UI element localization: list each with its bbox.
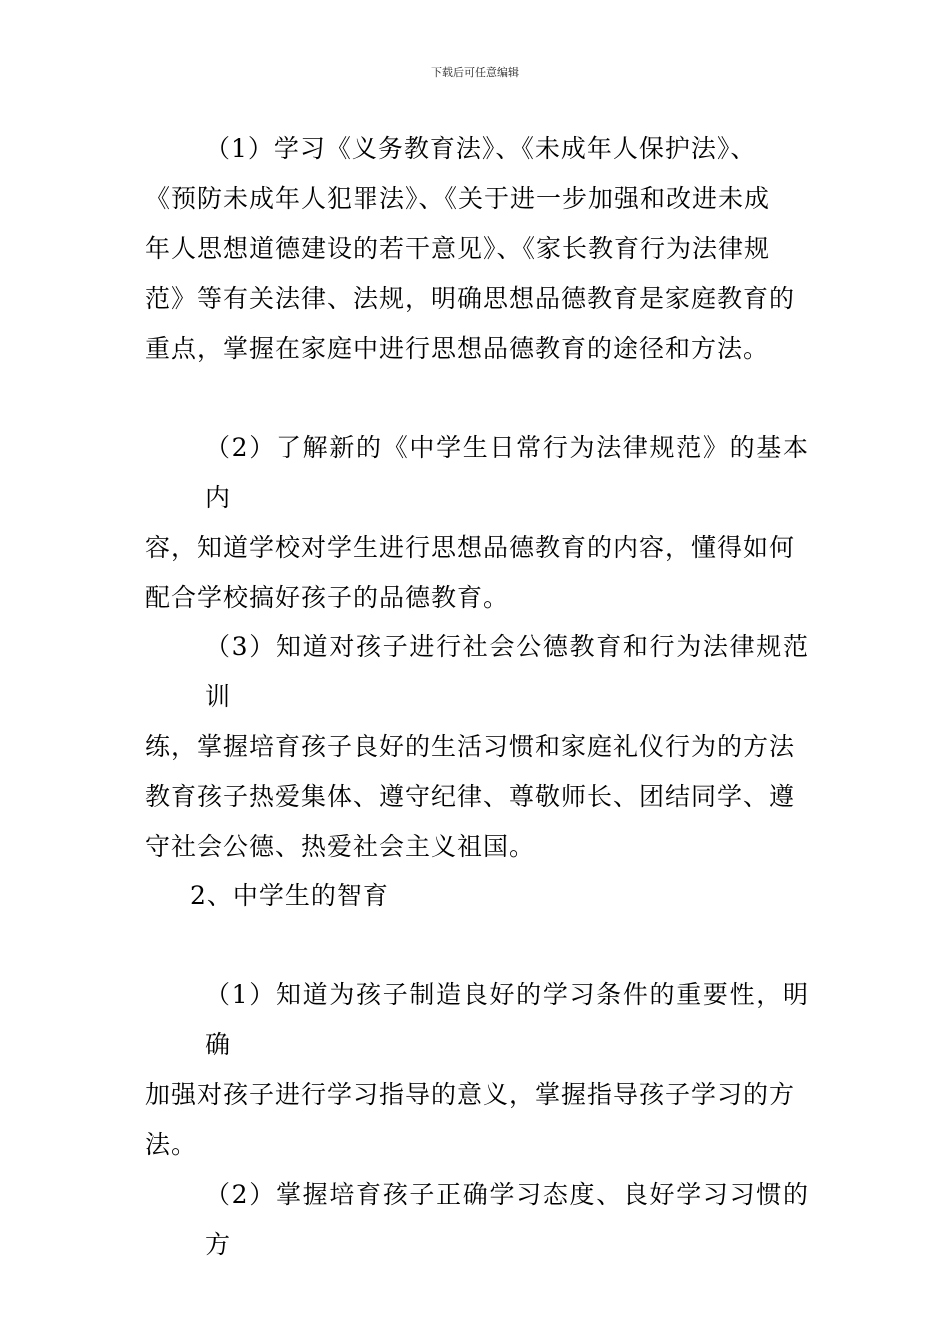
paragraph-4: [145, 970, 809, 1170]
section-heading: 2、中学生的智育: [190, 881, 389, 910]
text-line: 练，掌握培育孩子良好的生活习惯和家庭礼仪行为的方法: [145, 732, 796, 761]
paragraph-3: [145, 622, 809, 872]
paragraph-5: [145, 1170, 809, 1270]
text-line: 教育孩子热爱集体、遵守纪律、尊敬师长、团结同学、遵: [145, 782, 796, 811]
text-line: 加强对孩子进行学习指导的意义，掌握指导孩子学习的方: [145, 1080, 796, 1109]
text-line: 配合学校搞好孩子的品德教育。: [145, 583, 510, 612]
text-line: （3）知道对孩子进行社会公德教育和行为法律规范训: [205, 632, 809, 711]
text-line: 容，知道学校对学生进行思想品德教育的内容，懂得如何: [145, 533, 796, 562]
text-line: （1）学习《义务教育法》、《未成年人保护法》、: [205, 134, 757, 163]
text-line: （2）掌握培育孩子正确学习态度、良好学习习惯的方: [205, 1180, 809, 1259]
page-header: 下载后可任意编辑: [431, 66, 519, 79]
text-line: 年人思想道德建设的若干意见》、《家长教育行为法律规: [145, 234, 771, 263]
text-line: 守社会公德、热爱社会主义祖国。: [145, 832, 536, 861]
text-line: 范》等有关法律、法规，明确思想品德教育是家庭教育的: [145, 284, 796, 313]
text-line: 重点，掌握在家庭中进行思想品德教育的途径和方法。: [145, 334, 770, 363]
paragraph-1: [145, 124, 809, 374]
paragraph-2: [145, 423, 809, 623]
text-line: （1）知道为孩子制造良好的学习条件的重要性，明确: [205, 980, 809, 1059]
text-line: （2）了解新的《中学生日常行为法律规范》的基本内: [205, 433, 809, 512]
text-line: 《预防未成年人犯罪法》、《关于进一步加强和改进未成: [145, 184, 771, 213]
text-line: 法。: [145, 1130, 198, 1159]
